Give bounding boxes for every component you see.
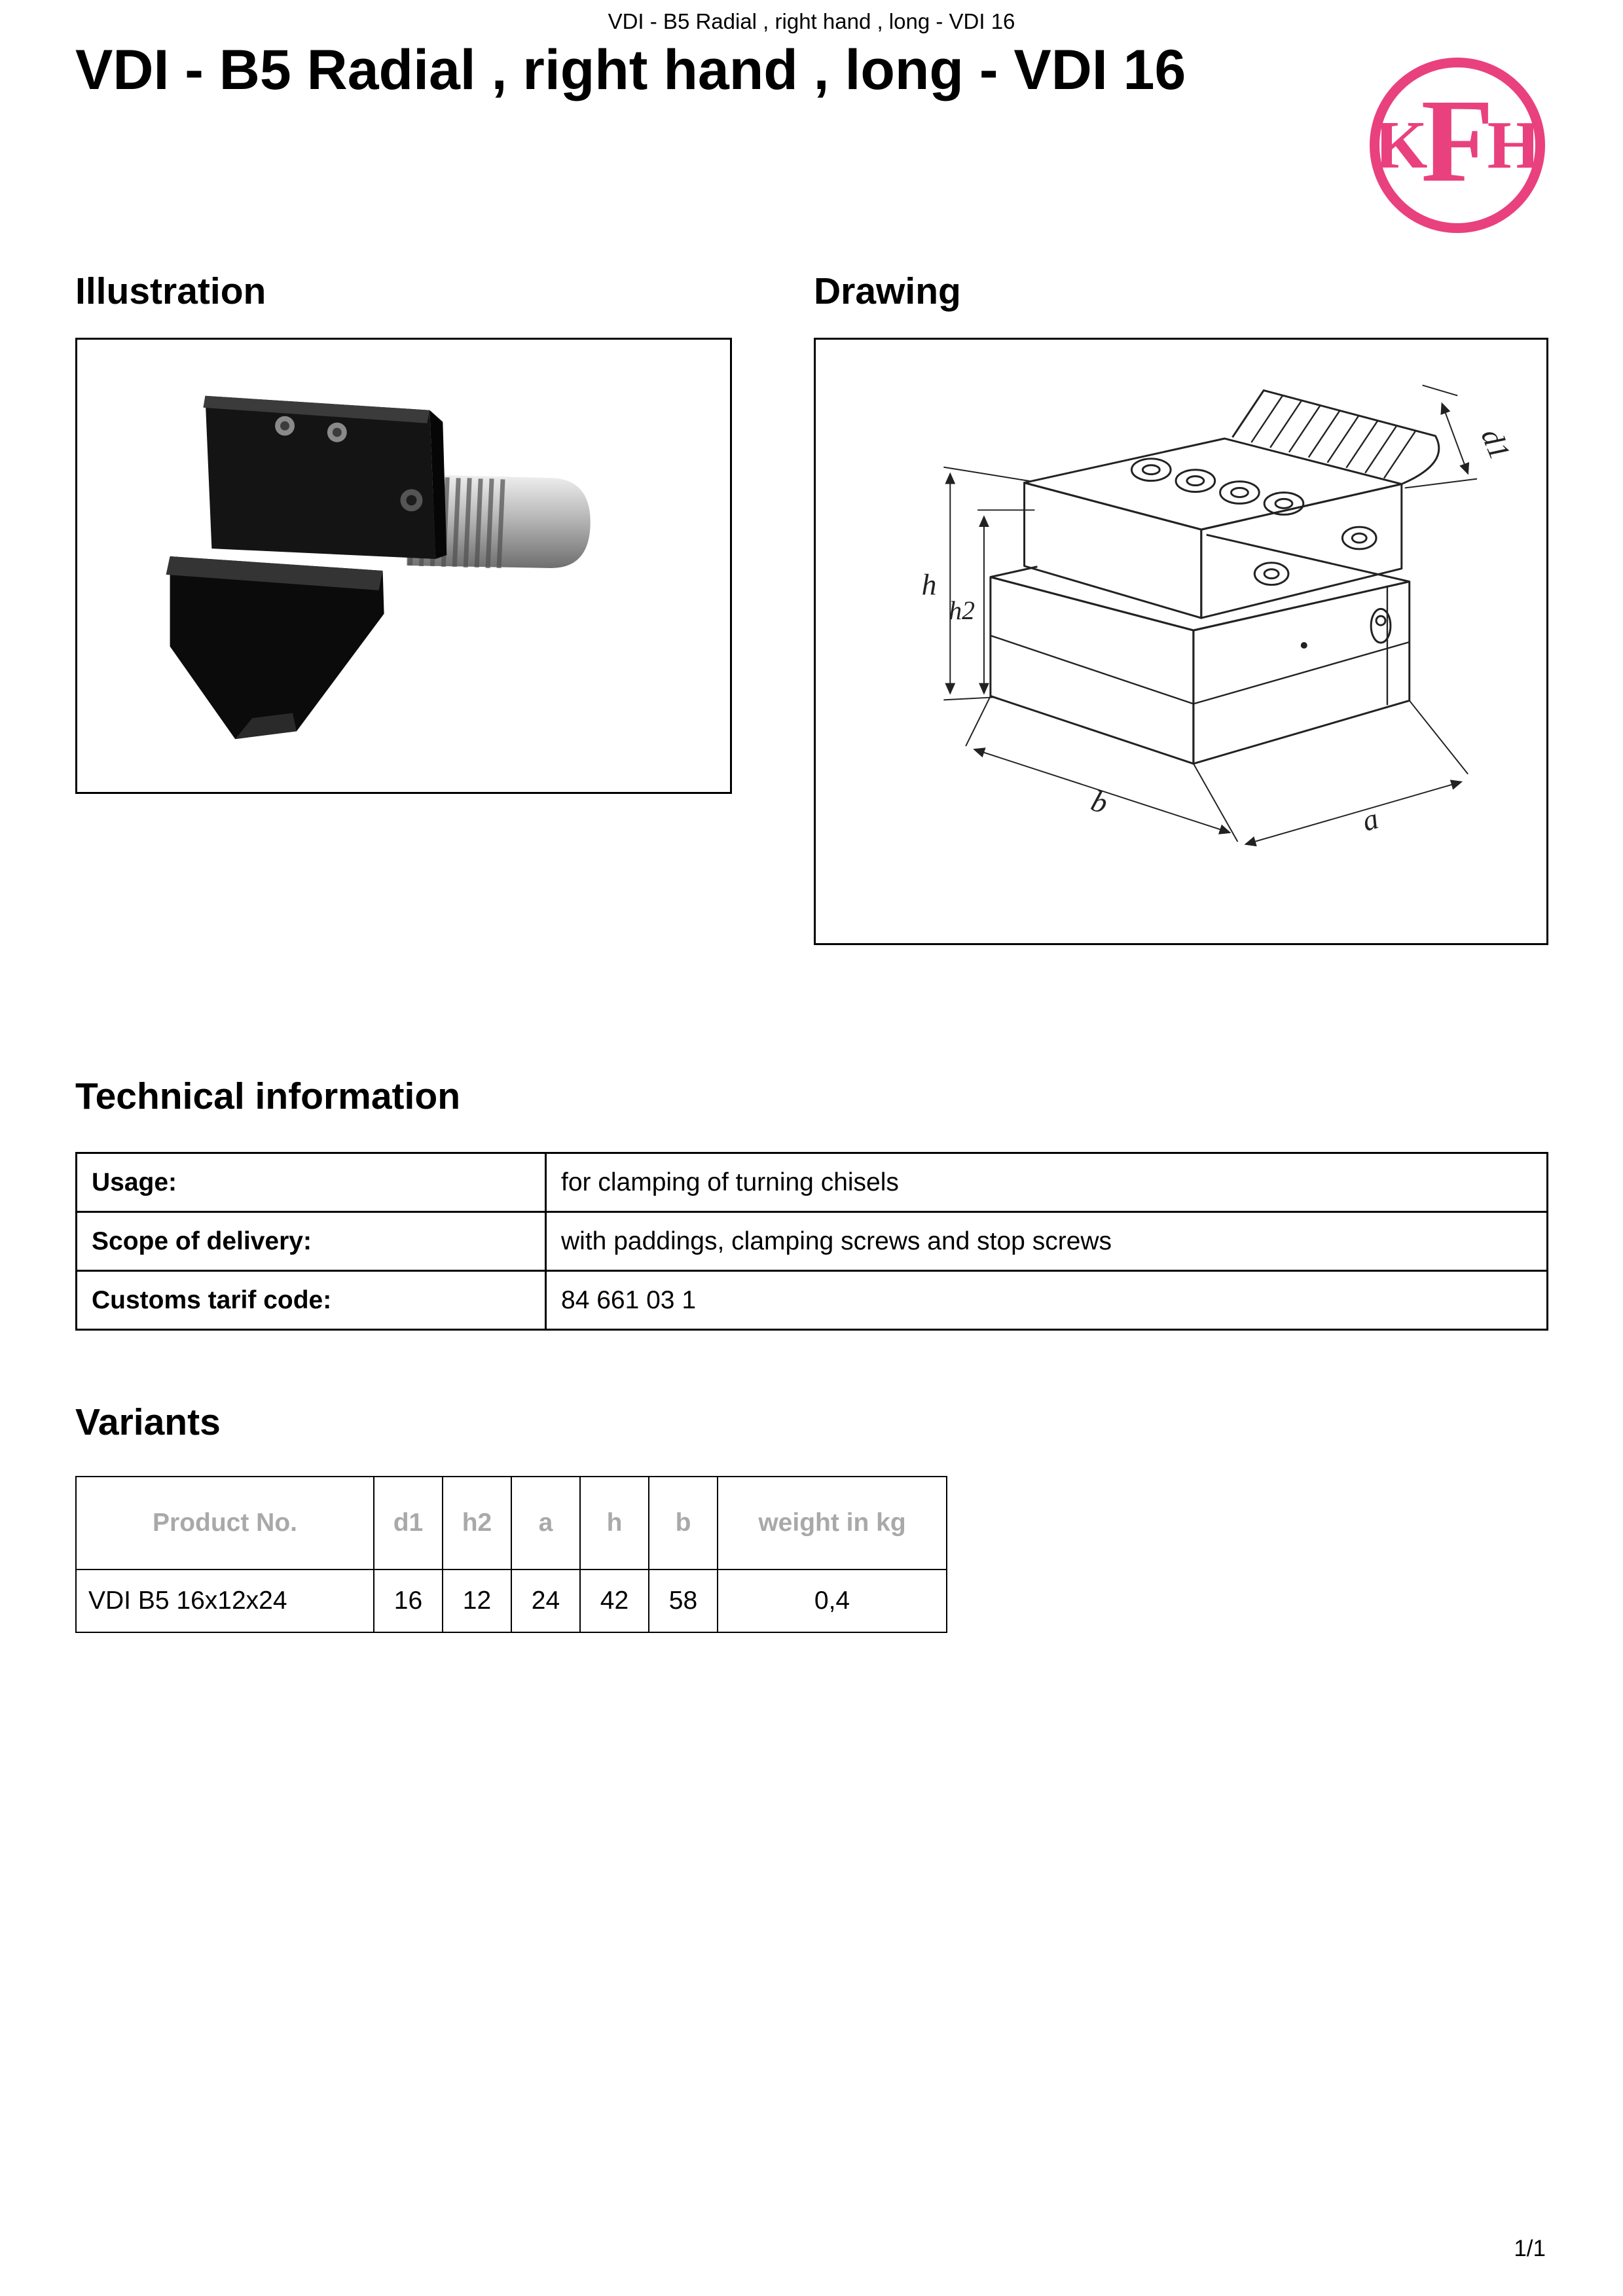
running-header: VDI - B5 Radial , right hand , long - VDI 16 (608, 9, 1015, 33)
col-header-d1: d1 (374, 1477, 443, 1570)
logo-letter-k: K (1374, 107, 1428, 183)
clamp-screw-socket (280, 422, 289, 431)
col-header-b: b (649, 1477, 718, 1570)
col-header-a: a (511, 1477, 580, 1570)
tech-value-scope: with paddings, clamping screws and stop screws (546, 1212, 1548, 1271)
variants-heading: Variants (75, 1401, 221, 1443)
tech-label-scope: Scope of delivery: (77, 1212, 546, 1271)
logo-letter-h: H (1487, 107, 1541, 183)
dim-label-b: b (1087, 783, 1112, 820)
tech-value-usage: for clamping of turning chisels (546, 1153, 1548, 1212)
page-number: 1/1 (1514, 2236, 1546, 2261)
dim-label-h: h (921, 567, 937, 601)
col-header-h2: h2 (443, 1477, 511, 1570)
tech-value-customs: 84 661 03 1 (546, 1271, 1548, 1330)
variants-header-row (76, 1477, 947, 1570)
kfh-logo (1370, 58, 1545, 233)
cell-product-no: VDI B5 16x12x24 (76, 1570, 374, 1632)
part-outline (991, 390, 1439, 763)
cell-weight: 0,4 (718, 1570, 947, 1632)
drawing-heading: Drawing (814, 270, 961, 312)
variants-data-row (76, 1570, 947, 1632)
technical-heading: Technical information (75, 1075, 461, 1117)
page-title: VDI - B5 Radial , right hand , long - VDI 16 (75, 39, 1186, 101)
table-row (77, 1271, 1548, 1330)
illustration-box (75, 338, 732, 794)
cell-a: 24 (511, 1570, 580, 1632)
dim-label-a: a (1358, 801, 1382, 838)
tech-label-customs: Customs tarif code: (77, 1271, 546, 1330)
illustration-heading: Illustration (75, 270, 266, 312)
logo-letter-f: F (1421, 75, 1494, 207)
dimension-lines (943, 386, 1477, 844)
dim-label-h2: h2 (949, 596, 976, 626)
side-screw-socket (406, 495, 416, 505)
clamp-screw-socket (333, 428, 342, 437)
table-row (77, 1212, 1548, 1271)
cell-h: 42 (580, 1570, 649, 1632)
cell-h2: 12 (443, 1570, 511, 1632)
table-row (77, 1153, 1548, 1212)
technical-drawing (816, 340, 1546, 943)
col-header-weight: weight in kg (718, 1477, 947, 1570)
tech-label-usage: Usage: (77, 1153, 546, 1212)
cell-d1: 16 (374, 1570, 443, 1632)
col-header-h: h (580, 1477, 649, 1570)
technical-info-table (75, 1152, 1548, 1331)
drawing-box (814, 338, 1548, 945)
variants-table (75, 1476, 947, 1633)
cell-b: 58 (649, 1570, 718, 1632)
dim-label-d1: d1 (1474, 423, 1518, 465)
tool-photo (77, 340, 730, 792)
col-header-product-no: Product No. (76, 1477, 374, 1570)
